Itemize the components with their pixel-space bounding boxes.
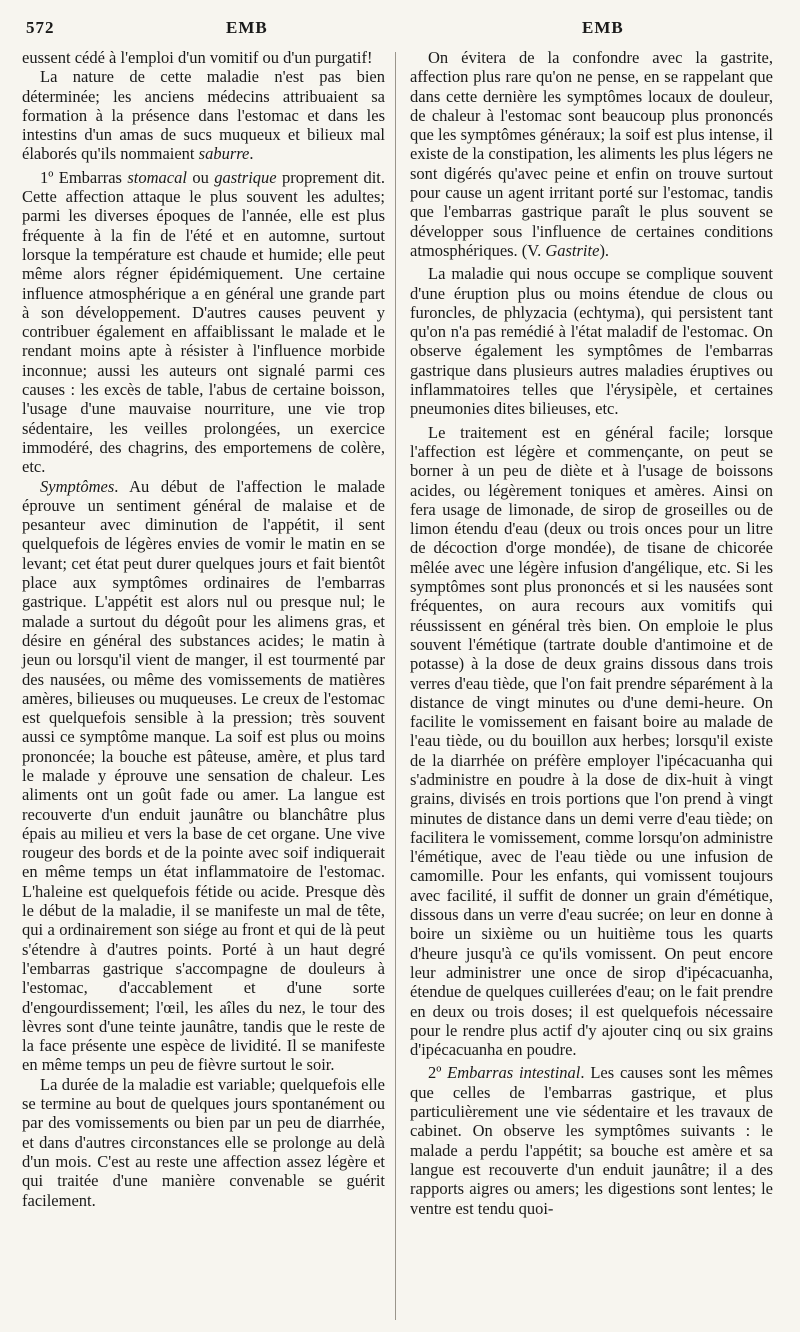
left-running-head: EMB (226, 18, 268, 37)
paragraph-section-heading: 2º Embarras intestinal. Les causes sont les mêmes que celles de l'embarras gastrique, et plus particulièrement une vie sédentaire et les travaux de cabinet. On observe les symptômes suivants : le malade a perdu l'appétit; sa bouche est amère et sa langue est recouverte d'un enduit jaunâtre; il a des rapports aigres ou amers; les digestions sont lentes; le ventre est tendu quoi- (410, 1063, 773, 1218)
paragraph: La nature de cette maladie n'est pas bien déterminée; les anciens médecins attribuaient sa formation à la présence dans l'estomac et dans les intestins d'un amas de sucs muqueux et bilieux mal élaborés qu'ils nommaient saburre. (22, 67, 385, 164)
paragraph: eussent cédé à l'emploi d'un vomitif ou d'un purgatif! (22, 48, 373, 67)
right-column (410, 48, 773, 1218)
paragraph: Le traitement est en général facile; lorsque l'affection est légère et commençante, on peut se borner à un peu de diète et à l'usage de boissons acides, ou légèrement toniques et amères. Ainsi on fera usage de limonade, de sirop de groseilles ou de limon étendu d'eau (deux ou trois onces pour un litre de décoction d'orge mondée), de tisane de chicorée mêlée avec une légère infusion d'angélique, etc. Si les symptômes sont plus prononcés et si les nausées sont fréquentes, on aura recours aux vomitifs qui réussissent en général très bien. On emploie le plus souvent l'émétique (tartrate double d'antimoine et de potasse) à la dose de deux grains dissous dans trois verres d'eau tiède, que l'on fait prendre séparément à la distance de vingt minutes ou d'une demi-heure. On facilite le vomissement en faisant boire au malade de l'eau tiède, ou du bouillon aux herbes; lorsqu'il existe de la diarrhée on préfère employer l'ipécacuanha qui s'administre en poudre à la dose de dix-huit à vingt grains, divisés en trois portions que l'on prend à vingt minutes de distance dans un demi verre d'eau tiède; on facilitera le vomissement, comme lorsqu'on administre l'émétique, avec de l'eau tiède ou une infusion de camomille. Pour les enfants, qui vomissent toujours avec facilité, il suffit de donner un grain d'émétique, dissous dans un verre d'eau sucrée; on leur en donne à boire un sixième ou un huitième tous les quarts d'heure jusqu'à ce qu'ils vomissent. On peut encore leur administrer une once de sirop d'ipécacuanha, étendue de quelques cuillerées d'eau; on le fait prendre en deux ou trois doses; il est quelquefois nécessaire pour le rendre plus actif d'y ajouter cinq ou six grains d'ipécacuanha en poudre. (410, 422, 773, 1060)
paragraph: La durée de la maladie est variable; quelquefois elle se termine au bout de quelques jours spontanément ou par des vomissements ou bien par un peu de diarrhée, et dans d'autres circonstances elle se prolonge au delà d'un mois. C'est au reste une affection assez légère et qui traitée d'une manière convenable se guérit facilement. (22, 1074, 385, 1210)
column-divider (395, 52, 396, 1320)
paragraph-section-heading: 1º Embarras stomacal ou gastrique proprement dit. Cette affection attaque le plus souvent les adultes; parmi les diverses époques de l'année, elle est plus fréquente à la fin de l'été et en automne, surtout lorsque la température est chaude et humide; elle peut même alors régner épidémiquement. Une certaine influence atmosphérique a en général une grande part à son développement. D'autres causes peuvent y contribuer également en affaiblissant le malade et le rendant moins apte à résister à l'influence morbide inconnue; aussi les auteurs ont signalé parmi ces causes : les excès de table, l'abus de certaine boisson, l'usage d'une mauvaise nourriture, une vie trop sédentaire, les veilles prolongées, un exercice immodéré, des chagrins, des emportemens de colère, etc. (22, 167, 385, 477)
left-column (22, 48, 385, 1210)
page-number: 572 (26, 18, 55, 37)
paragraph: Symptômes. Au début de l'affection le malade éprouve un sentiment général de malaise et de pesanteur avec diminution de l'appétit, il sent quelquefois de légères envies de vomir le matin en se levant; cet état peut durer quelques jours et fait bientôt place aux symptômes ordinaires de l'embarras gastrique. L'appétit est alors nul ou presque nul; le malade a surtout du dégoût pour les alimens gras, et désire en général des substances acides; le matin à jeun ou lorsqu'il vient de manger, il est tourmenté par des nausées, ou même des vomissements de matières amères, bilieuses ou muqueuses. Le creux de l'estomac est quelquefois sensible à la pression; très souvent aussi ce symptôme manque. La soif est plus ou moins prononcée; la bouche est pâteuse, amère, et plus tard le malade y éprouve une sensation de chaleur. Les aliments ont un goût fade ou amer. La langue est recouverte d'un enduit jaunâtre ou blanchâtre plus épais au milieu et vers la base de cet organe. Une vive rougeur des bords et de la pointe avec soif indiquerait en même temps un état inflammatoire de l'estomac. L'haleine est quelquefois fétide ou acide. Presque dès le début de la maladie, il se manifeste un mal de tête, qui a ordinairement son siége au front et qui de là peut s'étendre à d'autres points. Porté à un haut degré l'embarras gastrique s'accompagne de douleurs à l'estomac, d'accablement et d'une sorte d'engourdissement; l'œil, les aîles du nez, le tour des lèvres sont d'une teinte jaunâtre, tandis que le reste de la face présente une espèce de lividité. Il se manifeste en même temps un peu de fièvre surtout le soir. (22, 476, 385, 1075)
paragraph: La maladie qui nous occupe se complique souvent d'une éruption plus ou moins étendue de clous ou furoncles, de phlyzacia (echtyma), qui persistent tant qu'on n'a pas remédié à l'état maladif de l'estomac. On observe également les symptômes de l'embarras gastrique dans plusieurs autres maladies éruptives ou inflammatoires telles que l'érysipèle, et certaines pneumonies dites bilieuses, etc. (410, 264, 773, 419)
right-running-head: EMB (582, 18, 624, 37)
paragraph: On évitera de la confondre avec la gastrite, affection plus rare qu'on ne pense, en se rappelant que dans cette dernière les symptômes locaux de douleur, de chaleur à l'estomac sont beaucoup plus prononcés que les symptômes généraux; la soif est plus intense, il existe de la constipation, les aliments les plus légers ne sont digérés qu'avec peine et enfin on trouve surtout pour cause un agent irritant porté sur l'estomac, tandis que l'embarras gastrique paraît le plus souvent se développer sous l'influence de certaines conditions atmosphériques. (V. Gastrite). (410, 48, 773, 260)
running-header (26, 18, 774, 44)
